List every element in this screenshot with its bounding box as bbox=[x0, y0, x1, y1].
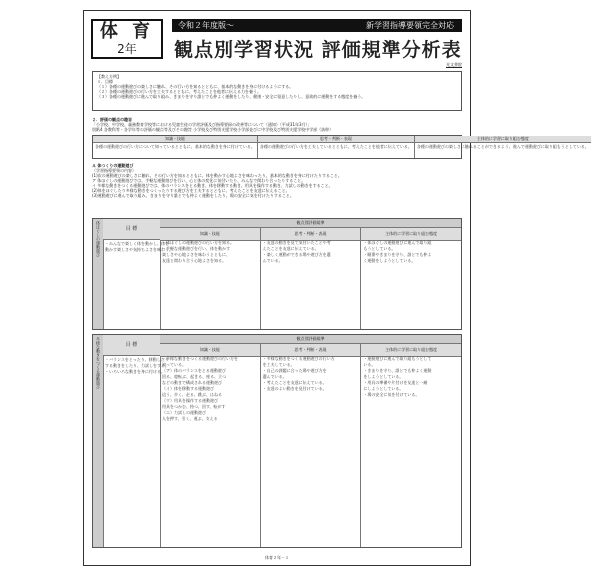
viewpoint-column bbox=[93, 136, 258, 158]
publisher-name: 光文書院 bbox=[446, 62, 462, 67]
viewpoint-text: 各種の運動遊びの楽しさに触れることができるよう、進んで運動遊びに取り組もうとしている。 bbox=[416, 144, 589, 149]
criteria-column-header: 主体的に学習に取り組む態度 bbox=[385, 231, 438, 236]
compliance-label: 新学習指導要領完全対応 bbox=[366, 21, 454, 30]
criteria-column-header: 知識・技能 bbox=[160, 344, 261, 356]
viewpoint-text: 各種の運動遊びの行い方について知っているとともに、基本的な動きを身に付けている。 bbox=[95, 144, 255, 149]
section-line: イ 多様な動きをつくる運動遊びでは、体のバランスをとる動き、体を移動する動き、用具を操作する動き、力試しの動きをすること。 bbox=[92, 183, 333, 188]
unit-label: 体ほぐしの運動遊び bbox=[93, 219, 104, 329]
criteria-column-header: 知識・技能 bbox=[160, 228, 261, 240]
criteria-cell: ・体ほぐしの運動遊びに進んで取り組 もうとしている。 ・順番やきまりを守り、誰とでも仲よ く運動をしようとしている。 bbox=[363, 240, 432, 263]
evaluation-intent-section bbox=[92, 117, 462, 132]
goal-line: する動きをしたり、力試しをする。 bbox=[105, 363, 169, 368]
goal-header: 目 標 bbox=[103, 219, 160, 240]
section-heading: ２．評価の観点の趣旨 bbox=[92, 117, 132, 122]
goal-line: （２）各種の運動遊びの行い方を工夫するとともに、考えたことを他者に伝える力を養う。 bbox=[97, 89, 261, 94]
criteria-cell: ・友達の動きを見て気付いたことや考 えたことを友達に伝えている。 ・楽しく運動ができる場や遊び方を選 んでいる。 bbox=[261, 239, 362, 329]
section-line: (2)体をほぐしたり多様な動きをつくったりする遊び方を工夫するとともに、考えたことを友達に伝えること。 bbox=[92, 188, 290, 193]
goal-line: ・いろいろな動きを身に付ける。 bbox=[105, 369, 165, 374]
viewpoint-column bbox=[258, 136, 415, 158]
viewpoint-text: 各種の運動遊びの行い方を工夫しているとともに、考えたことを他者に伝えている。 bbox=[259, 144, 412, 149]
viewpoint-column bbox=[415, 136, 591, 158]
edition-banner bbox=[172, 19, 462, 32]
section-line: (3)運動遊びに進んで取り組み、きまりを守り誰とでも仲よく運動をしたり、場の安全に気を付けたりすること。 bbox=[92, 193, 294, 198]
goals-subheading: １．目標 bbox=[97, 79, 113, 84]
criteria-area bbox=[160, 219, 461, 329]
unit-table bbox=[92, 334, 462, 548]
page-footer: 体育２年－１ bbox=[265, 555, 289, 560]
goal-line: 動かす楽しさや気持ちよさを味わう。 bbox=[105, 247, 173, 252]
unit-table bbox=[92, 218, 462, 330]
viewpoint-header: 思考・判断・表現 bbox=[258, 136, 414, 143]
edition-label: 令和２年度版～ bbox=[178, 21, 234, 30]
goals-heading: 【教え方例】 bbox=[97, 74, 121, 79]
section-line: 「小学校、中学校、義務教育学校等における児童生徒の学習評価及び指導要録の改善等について（通知）（平成31年3月）」 bbox=[92, 122, 312, 127]
viewpoint-table bbox=[92, 135, 589, 159]
section-line: ア 体ほぐしの運動遊びでは、手軽な運動遊びを行い、心と体の変化に気付いたり、みんなで関わり合ったりすること。 bbox=[92, 178, 306, 183]
section-line: (1)次の運動遊びの楽しさに触れ、その行い方を知るとともに、体を動かす心地よさを味わったり、基本的な動きを身に付けたりすること。 bbox=[92, 173, 342, 178]
goals-box bbox=[92, 71, 462, 111]
goal-line: ・みんなで楽しく体を動かし、体を bbox=[105, 241, 169, 246]
goal-line: （１）各種の運動遊びの楽しさに触れ、その行い方を知るとともに、基本的な動きを身に付けるようにする。 bbox=[97, 84, 294, 89]
subject-badge bbox=[91, 19, 163, 59]
criteria-column-header: 主体的に学習に取り組む態度 bbox=[385, 347, 438, 352]
unit-label: 多様な動きをつくる運動遊び bbox=[93, 335, 104, 547]
grade-label: 2年 bbox=[117, 42, 137, 56]
subject-name: 体 育 bbox=[99, 21, 155, 42]
criteria-cell: ・運動遊びに進んで取り組もうとして いる。 ・きまりを守り、誰とでも仲よく運動 をしようとしている。 ・用具の準備や片付けを友達と一緒 にしようとしている。 ・場の安全に気を付けている。 bbox=[363, 356, 432, 397]
criteria-column-header: 思考・判断・表現 bbox=[261, 344, 362, 356]
goal-line: （３）各種の運動遊びに進んで取り組み、きまりを守り誰とでも仲よく運動をしたり、健康・安全に留意したりし、意欲的に運動をする態度を養う。 bbox=[97, 94, 366, 99]
goal-header: 目 標 bbox=[103, 335, 160, 356]
section-subheading: （学習指導要領の内容） bbox=[92, 168, 136, 173]
viewpoint-header: 主体的に学習に取り組む態度 bbox=[415, 136, 591, 143]
section-line: 別紙4 各教科等・各学年等の評価の観点等及びその趣旨 小学校及び特別支援学校小学部並びに中学校及び特別支援学校中学部（抜粋） bbox=[92, 127, 334, 132]
goal-column bbox=[103, 219, 173, 329]
goal-column bbox=[103, 335, 169, 547]
criteria-cell: ・体ほぐしの運動遊びの行い方を知る。 ・手軽な運動遊びを行い、体を動かす 楽しさや心地よさを味わうとともに、 友達と関わり合う心地よさを知る。 bbox=[160, 239, 261, 329]
document-title: 観点別学習状況 評価規準分析表 bbox=[174, 39, 462, 61]
section-heading: Ａ 体つくりの運動遊び bbox=[92, 163, 134, 168]
criteria-header: 観点別評価規準 bbox=[160, 335, 461, 344]
goal-line: ・バランスをとったり、移動したり bbox=[105, 357, 169, 362]
criteria-cell: ・多様な動きをつくる運動遊びの行い方を 知っている。 （ア）体のバランスをとる運動遊び 回る、寝転ぶ、起きる、座る、立つ などの動きで構成される運動遊び （イ）体を移動する運動遊び 這う、歩く、走る、跳ぶ、はねる （ウ）用具を操作する運動遊び 用具をつかむ、持つ、回す、転がす （エ）力試しの運動遊び 人を押す、引く、運ぶ、支える bbox=[160, 355, 261, 547]
criteria-area bbox=[160, 335, 461, 547]
viewpoint-header: 知識・技能 bbox=[93, 136, 257, 143]
document-page bbox=[83, 10, 589, 566]
criteria-column-header: 思考・判断・表現 bbox=[261, 228, 362, 240]
criteria-cell: ・多様な動きをつくる運動遊びの行い方 を工夫している。 ・自己の課題に合った場や遊び方を 選んでいる。 ・考えたことを友達に伝えている。 ・友達のよい動きを見付けている。 bbox=[261, 355, 362, 547]
content-section bbox=[92, 163, 462, 198]
criteria-header: 観点別評価規準 bbox=[160, 219, 461, 228]
